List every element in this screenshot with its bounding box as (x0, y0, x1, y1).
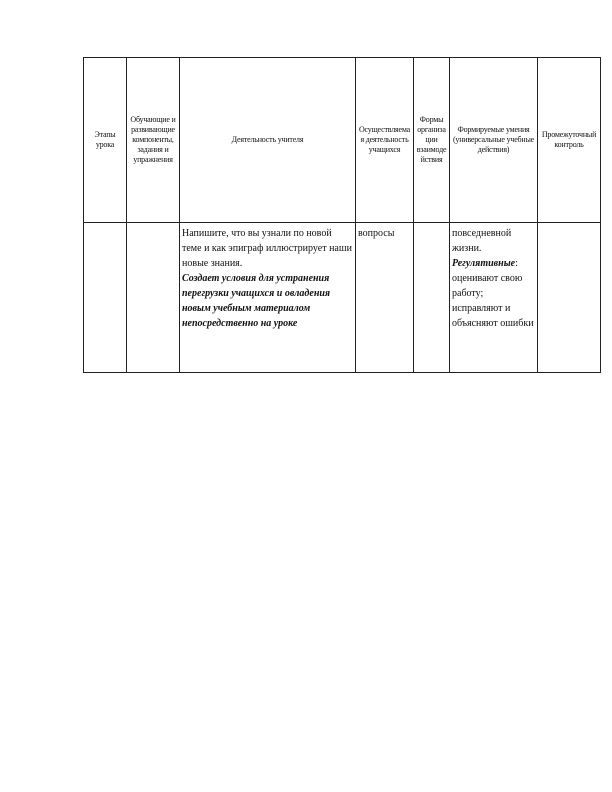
cell-stages (84, 223, 127, 373)
teacher-conditions-text: Создает условия для устранения перегрузки учащихся и овладения новым учебным материалом непосредственно на уроке (182, 273, 331, 329)
cell-components (127, 223, 180, 373)
cell-formed-skills (450, 223, 538, 373)
header-components: Обучающие и развивающие компоненты, задания и упражнения (127, 58, 180, 223)
cell-teacher-activity (180, 223, 356, 373)
teacher-task-text: Напишите, что вы узнали по новой теме и как эпиграф иллюстрирует наши новые знания. (182, 228, 352, 269)
table-row (84, 223, 601, 373)
lesson-plan-table (83, 57, 601, 373)
header-interaction-forms: Формы организации взаимодействия (414, 58, 450, 223)
skills-regulatory-text: : оценивают свою работу; исправляют и объясняют ошибки (452, 258, 534, 329)
skills-regulatory-label: Регулятивные (452, 258, 516, 269)
header-teacher-activity: Деятельность учителя (180, 58, 356, 223)
header-intermediate-control: Промежуточный контроль (538, 58, 601, 223)
header-formed-skills: Формируемые умения (универсальные учебные действия) (450, 58, 538, 223)
header-student-activity: Осуществляемая деятельность учащихся (356, 58, 414, 223)
cell-interaction-forms (414, 223, 450, 373)
header-row (84, 58, 601, 223)
cell-student-activity: вопросы (356, 223, 414, 373)
skills-everyday-text: повседневной жизни. (452, 228, 512, 254)
header-stages: Этапы урока (84, 58, 127, 223)
cell-intermediate-control (538, 223, 601, 373)
